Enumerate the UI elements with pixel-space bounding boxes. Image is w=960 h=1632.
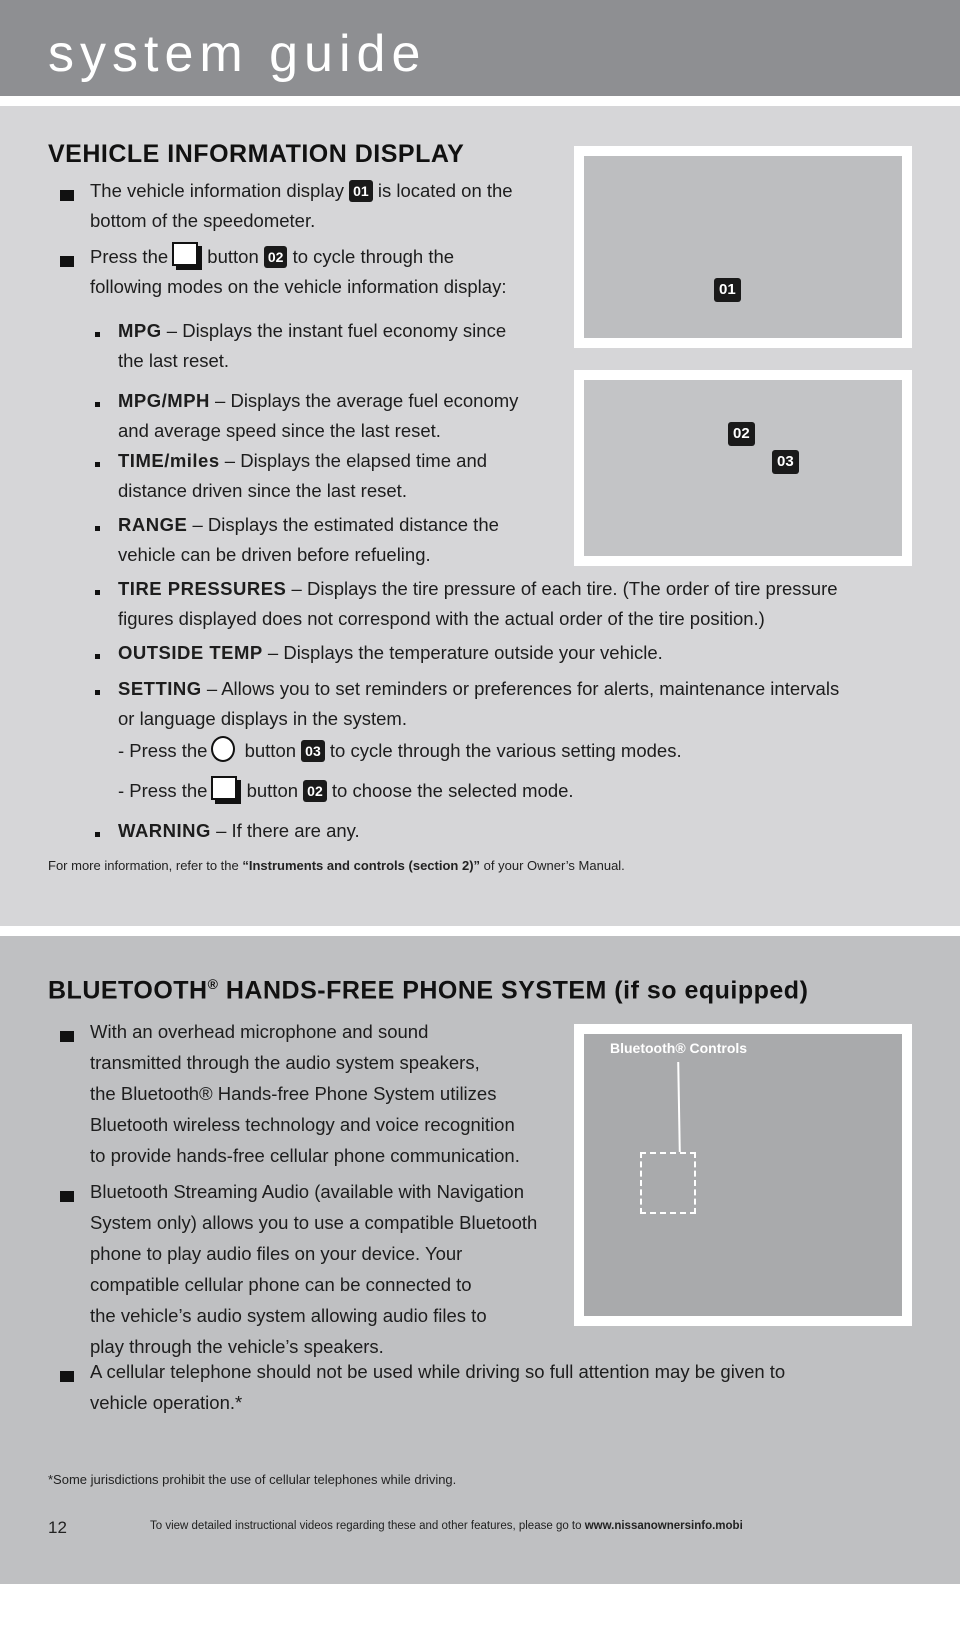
mode-tire-pressures: TIRE PRESSURES – Displays the tire pressure of each tire. (The order of tire pressure figures displayed does not correspond with the actual order of the tire position.): [118, 578, 838, 629]
sub-bullet-icon: [95, 332, 100, 337]
bullet-text-1: The vehicle information display 01 is located on the bottom of the speedometer.: [90, 180, 513, 231]
enter-button-icon: [211, 776, 237, 800]
callout-badge: 02: [264, 246, 288, 268]
callout-badge: 03: [301, 740, 325, 762]
callout-badge: 03: [772, 450, 799, 474]
page-number: 12: [48, 1518, 67, 1537]
reference-note: For more information, refer to the “Instruments and controls (section 2)” of your Owner’s Manual.: [48, 858, 625, 873]
bullet-text-2: Press the button 02 to cycle through the following modes on the vehicle information display:: [90, 242, 570, 302]
callout-badge: 02: [303, 780, 327, 802]
bullet-icon: [60, 1191, 74, 1202]
section-heading: BLUETOOTH® HANDS-FREE PHONE SYSTEM (if so equipped): [48, 976, 809, 1005]
footer-url-link[interactable]: www.nissanownersinfo.mobi: [584, 1520, 743, 1532]
circle-button-icon: [211, 736, 235, 762]
bullet-icon: [60, 190, 74, 201]
mode-outside-temp: OUTSIDE TEMP – Displays the temperature outside your vehicle.: [118, 642, 663, 663]
sub-bullet-icon: [95, 832, 100, 837]
mode-range: RANGE – Displays the estimated distance the vehicle can be driven before refueling.: [118, 514, 499, 565]
bluetooth-controls-image: [574, 1024, 912, 1326]
callout-badge: 02: [728, 422, 755, 446]
bluetooth-controls-image-placeholder: [584, 1034, 902, 1316]
section-heading: VEHICLE INFORMATION DISPLAY: [48, 140, 465, 168]
vehicle-information-section: [0, 106, 960, 926]
enter-button-icon: [172, 242, 198, 266]
sub-bullet-icon: [95, 462, 100, 467]
mode-setting: SETTING – Allows you to set reminders or preferences for alerts, maintenance intervals or language displays in the system.: [118, 678, 840, 729]
footnote: *Some jurisdictions prohibit the use of cellular telephones while driving.: [48, 1472, 457, 1487]
sub-bullet-icon: [95, 690, 100, 695]
sub-bullet-icon: [95, 526, 100, 531]
bullet-text-streaming-audio: Bluetooth Streaming Audio (available with Navigation System only) allows you to use a compatible Bluetooth phone to play audio files on your device. Your compatible cellular phone can be connected to the vehicle’s audio system allowing audio files to play through the vehicle’s speakers.: [90, 1181, 538, 1357]
steering-controls-image: [574, 370, 912, 566]
steering-controls-image-placeholder: [584, 380, 902, 556]
dashed-highlight-box: [640, 1152, 696, 1214]
speedometer-image-placeholder: [584, 156, 902, 338]
mode-mpg-mph: MPG/MPH – Displays the average fuel economy and average speed since the last reset.: [118, 390, 519, 441]
page-bottom-margin: [0, 1584, 960, 1632]
bullet-text-cellular-warning: A cellular telephone should not be used while driving so full attention may be given to vehicle operation.*: [90, 1361, 786, 1413]
sub-bullet-icon: [95, 402, 100, 407]
page-header: [0, 0, 960, 96]
mode-time-miles: TIME/miles – Displays the elapsed time and distance driven since the last reset.: [118, 450, 488, 501]
bullet-text-overhead-mic: With an overhead microphone and sound transmitted through the audio system speakers, the Bluetooth® Hands-free Phone System utilizes Bluetooth wireless technology and voice recognition to provide hands-free cellular phone communication.: [90, 1021, 520, 1166]
page-title: system guide: [48, 25, 427, 83]
setting-step-1: - Press the button 03 to cycle through the various setting modes.: [118, 736, 918, 766]
setting-step-2: - Press the button 02 to choose the selected mode.: [118, 776, 918, 806]
speedometer-image: [574, 146, 912, 348]
mode-mpg: MPG – Displays the instant fuel economy since the last reset.: [118, 320, 507, 371]
sub-bullet-icon: [95, 654, 100, 659]
sub-bullet-icon: [95, 590, 100, 595]
mode-warning: WARNING – If there are any.: [118, 820, 360, 841]
callout-badge: 01: [714, 278, 741, 302]
callout-badge: 01: [349, 180, 373, 202]
image-label: Bluetooth® Controls: [610, 1040, 748, 1056]
bullet-icon: [60, 1031, 74, 1042]
footer-text: To view detailed instructional videos regarding these and other features, please go to www.nissanownersinfo.mobi: [150, 1520, 743, 1532]
bluetooth-section: [0, 936, 960, 1584]
bullet-icon: [60, 1371, 74, 1382]
bullet-icon: [60, 256, 74, 267]
